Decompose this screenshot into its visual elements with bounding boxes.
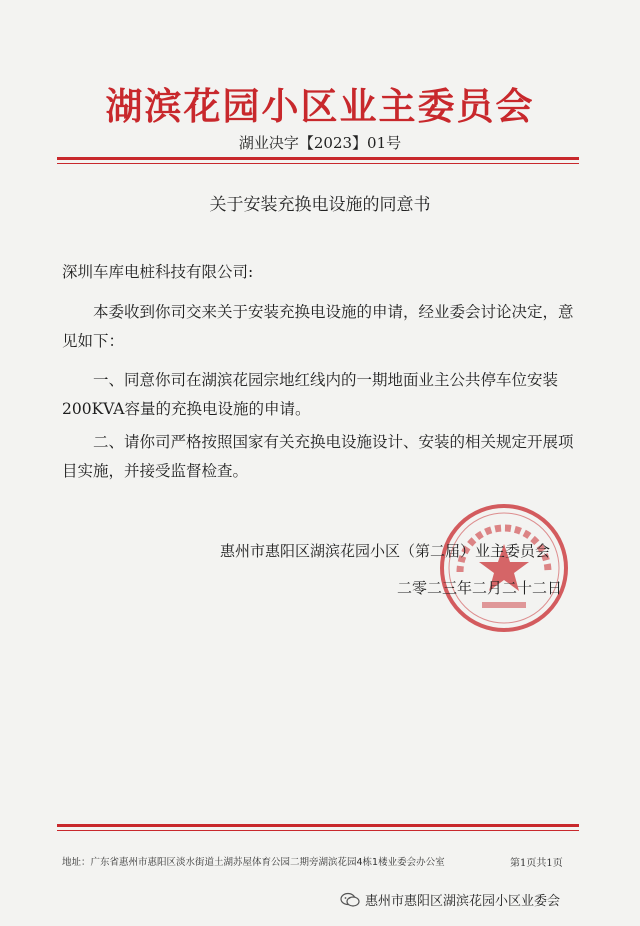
page-counter: 第1页共1页 <box>510 858 563 869</box>
letter-paragraph-item-2: 二、请你司严格按照国家有关充换电设施设计、安装的相关规定开展项目实施，并接受监督检查。 <box>62 433 574 480</box>
footer-divider-thick <box>57 824 579 827</box>
signatory: 惠州市惠阳区湖滨花园小区（第二届）业主委员会 <box>220 542 551 560</box>
letter-subject: 关于安装充换电设施的同意书 <box>209 195 431 215</box>
document-number: 湖业决字【2023】01号 <box>238 134 402 152</box>
official-seal-icon <box>438 502 570 634</box>
signing-date: 二零二三年二月二十二日 <box>397 579 563 597</box>
header-divider-thin <box>57 163 579 164</box>
letter-paragraph-item-1: 一、同意你司在湖滨花园宗地红线内的一期地面业主公共停车位安装200KVA容量的充换电设施的申请。 <box>62 371 559 418</box>
letterhead-title: 湖滨花园小区业主委员会 <box>105 84 535 128</box>
watermark-text: 惠州市惠阳区湖滨花园小区业委会 <box>365 894 561 909</box>
letter-salutation: 深圳车库电桩科技有限公司: <box>62 263 254 281</box>
wechat-icon <box>340 892 360 908</box>
footer-address: 地址：广东省惠州市惠阳区淡水街道土湖苏屋体育公园二期旁湖滨花园4栋1楼业委会办公室 <box>62 857 445 868</box>
header-divider-thick <box>57 157 579 160</box>
wechat-watermark <box>340 890 560 909</box>
footer-divider-thin <box>57 830 579 831</box>
letter-paragraph-intro: 本委收到你司交来关于安装充换电设施的申请，经业委会讨论决定，意见如下： <box>62 303 574 350</box>
